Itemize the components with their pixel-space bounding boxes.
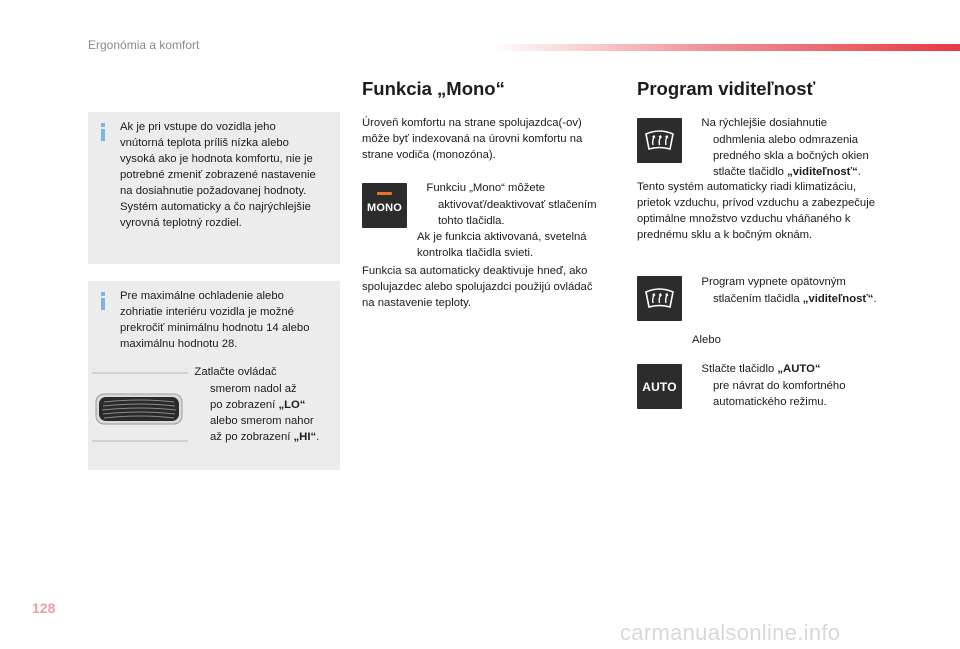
visibility-item3: Stlačte tlačidlo „AUTO“ pre návrat do komfortného automatického režimu. (701, 363, 846, 408)
visibility-item1: Na rýchlejšie dosiahnutie odhmlenia alebo odmrazenia predného skla a bočných okien stlačte tlačidlo „viditeľnosť“. (701, 117, 869, 178)
info-note-box-cooling (88, 281, 340, 470)
visibility-description: Tento systém automaticky riadi klimatizáciu, prietok vzduchu, prívod vzduchu a zabezpečuje optimálne množstvo vzduchu vháňaného k prednému sklu a k bočným oknám. (637, 181, 876, 241)
visibility-button-image (637, 118, 682, 163)
mono-indicator-light (377, 192, 392, 195)
windscreen-defrost-icon (637, 118, 682, 163)
auto-button-image (637, 364, 682, 409)
info-icon (101, 292, 105, 310)
visibility-item2: Program vypnete opätovným stlačením tlačidla „viditeľnosť“. (701, 276, 877, 305)
header-accent-bar (490, 44, 960, 51)
windscreen-defrost-icon (637, 276, 682, 321)
auto-label: AUTO (642, 380, 677, 394)
watermark: carmanualsonline.info (620, 620, 841, 645)
info-icon (101, 123, 105, 141)
mono-button-image (362, 183, 407, 228)
note-text: Pre maximálne ochladenie alebo zohriatie interiéru vozidla je možné prekročiť minimálnu hodnotu 14 alebo maximálnu hodnotu 28. (120, 290, 310, 350)
note-text: Ak je pri vstupe do vozidla jeho vnútorná teplota príliš nízka alebo vysoká ako je hodnota komfortu, nie je potrebné zmeniť zobrazené nastavenie na dosiahnutie požadovanej hodnoty. Systém automaticky a čo najrýchlejšie vyrovná teplotný rozdiel. (120, 121, 316, 229)
mono-label: MONO (366, 202, 403, 214)
temperature-knob-illustration (90, 367, 192, 447)
info-note-box (88, 112, 340, 264)
mono-heading: Funkcia „Mono“ (362, 78, 505, 99)
mono-bullet: Funkciu „Mono“ môžete aktivovať/deaktivovať stlačením tohto tlačidla. Ak je funkcia aktivovaná, svetelná kontrolka tlačidla svieti. (417, 182, 597, 259)
visibility-button-image-2 (637, 276, 682, 321)
visibility-heading: Program viditeľnosť (637, 78, 816, 99)
page-number: 128 (32, 600, 56, 616)
knob-instructions: Zatlačte ovládač smerom nadol až po zobrazení „LO“ alebo smerom nahor až po zobrazení „HI“. (194, 366, 320, 443)
or-text: Alebo (692, 334, 721, 346)
mono-outro: Funkcia sa automaticky deaktivuje hneď, ako spolujazdec alebo spolujazdci použijú ovládač na nastavenie teploty. (362, 265, 593, 309)
section-title: Ergonómia a komfort (88, 38, 200, 52)
mono-intro: Úroveň komfortu na strane spolujazdca(-ov) môže byť indexovaná na úrovni komfortu na strane vodiča (monozóna). (362, 117, 583, 161)
